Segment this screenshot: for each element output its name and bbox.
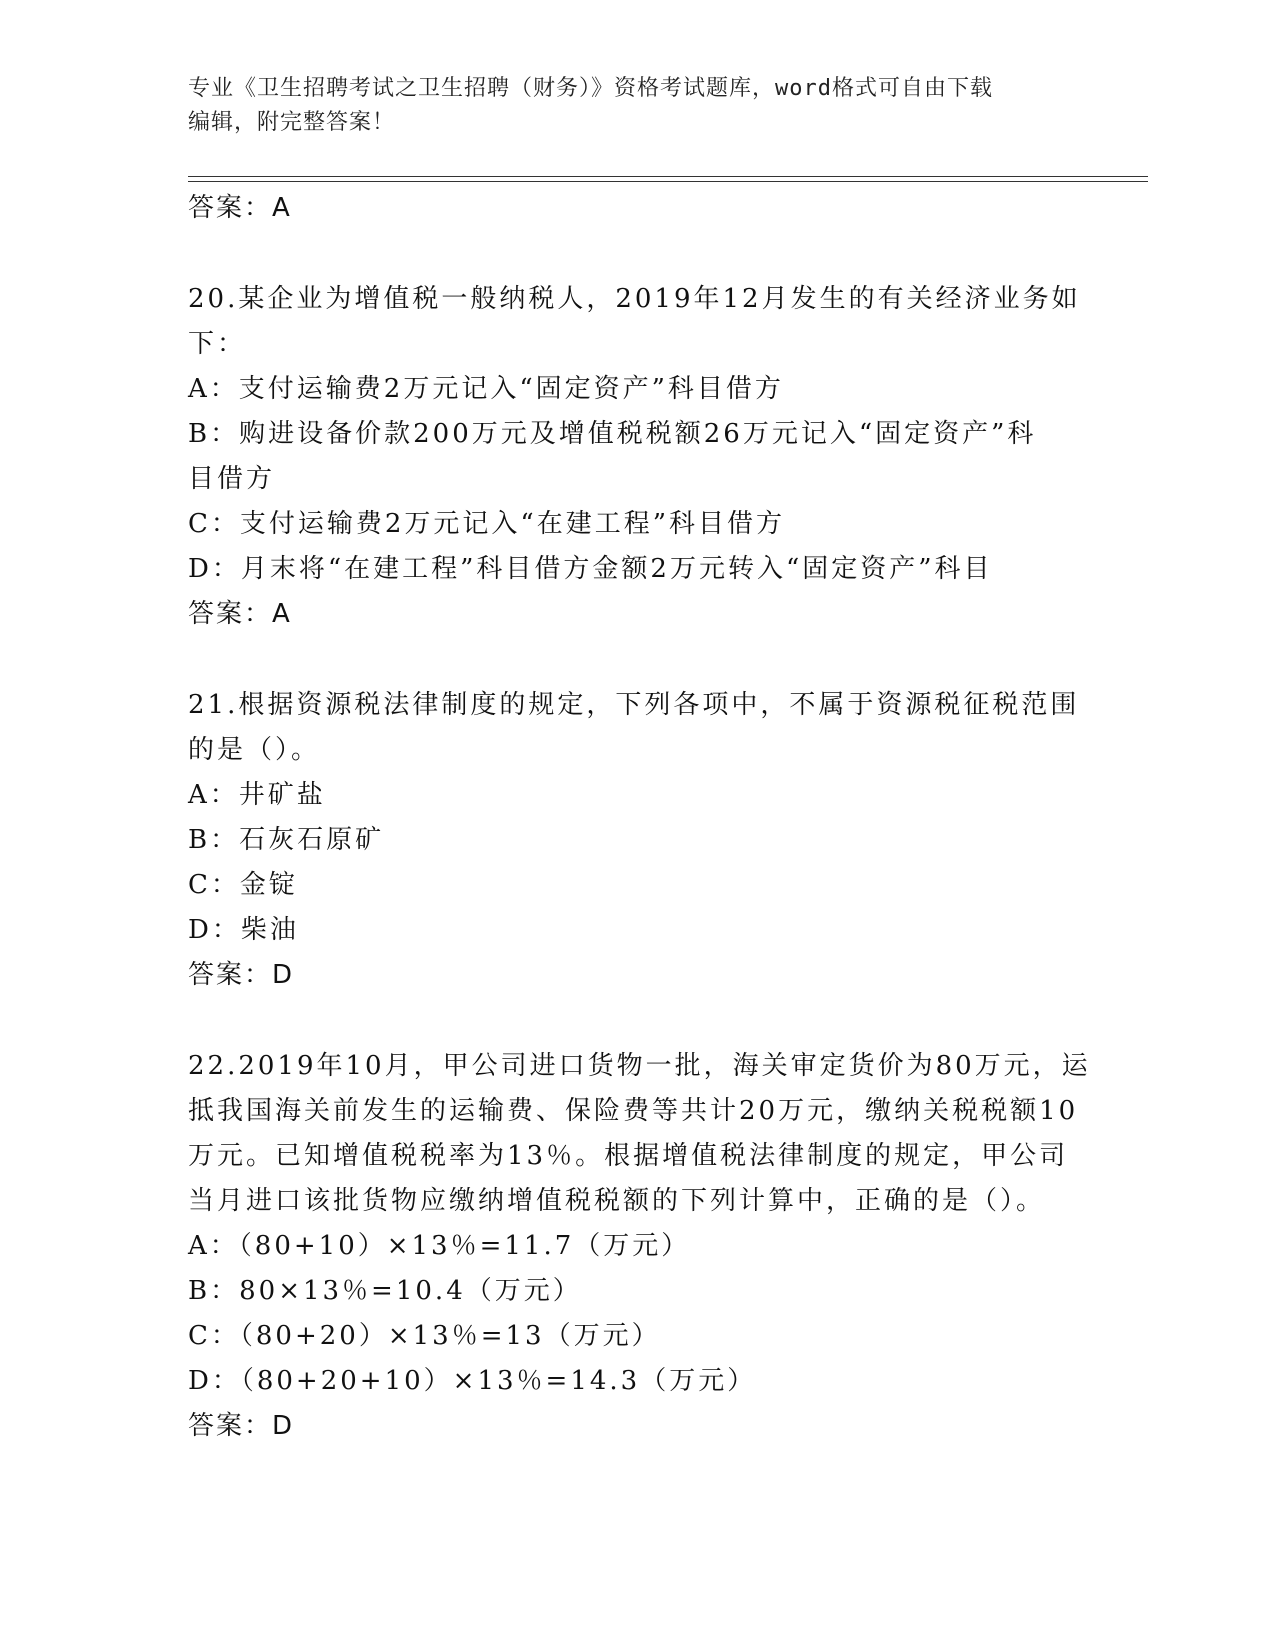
question-stem: 下：: [188, 329, 247, 359]
question-stem: 20.某企业为增值税一般纳税人，2019年12月发生的有关经济业务如: [188, 284, 1081, 314]
document-body: [188, 186, 1091, 1449]
question-22: [188, 1044, 1091, 1449]
question-stem: 万元。已知增值税税率为13％。根据增值税法律制度的规定，甲公司: [188, 1141, 1069, 1171]
option-b-continued: 目借方: [188, 464, 276, 494]
answer-previous: 答案：A: [188, 193, 292, 223]
option-a: A：支付运输费2万元记入“固定资产”科目借方: [188, 374, 784, 404]
question-stem: 21.根据资源税法律制度的规定，下列各项中，不属于资源税征税范围: [188, 690, 1080, 720]
question-20: [188, 277, 1088, 637]
option-d: D：柴油: [188, 915, 299, 945]
option-b: B：购进设备价款200万元及增值税税额26万元记入“固定资产”科: [188, 419, 1037, 449]
option-a: A：（80+10）×13％=11.7（万元）: [188, 1231, 691, 1261]
spacer: [188, 231, 1088, 277]
option-c: C：支付运输费2万元记入“在建工程”科目借方: [188, 509, 786, 539]
spacer: [188, 637, 1088, 683]
option-b: B：石灰石原矿: [188, 825, 385, 855]
option-b: B：80×13％=10.4（万元）: [188, 1276, 582, 1306]
header-line-1: 专业《卫生招聘考试之卫生招聘（财务）》资格考试题库，word格式可自由下载: [188, 76, 993, 101]
answer: 答案：A: [188, 599, 292, 629]
question-stem: 抵我国海关前发生的运输费、保险费等共计20万元，缴纳关税税额10: [188, 1096, 1079, 1126]
header-divider: [188, 176, 1148, 182]
question-stem: 的是（）。: [188, 735, 321, 765]
document-header: [188, 72, 1068, 140]
question-stem: 当月进口该批货物应缴纳增值税税额的下列计算中，正确的是（）。: [188, 1186, 1046, 1216]
option-d: D：（80+20+10）×13％=14.3（万元）: [188, 1366, 757, 1396]
question-stem: 22.2019年10月，甲公司进口货物一批，海关审定货价为80万元，运: [188, 1051, 1091, 1081]
header-line-2: 编辑，附完整答案！: [188, 110, 396, 135]
answer: 答案：D: [188, 960, 295, 990]
question-21: [188, 683, 1088, 998]
option-c: C：（80+20）×13％=13（万元）: [188, 1321, 661, 1351]
spacer: [188, 998, 1088, 1044]
answer: 答案：D: [188, 1411, 295, 1441]
option-c: C：金锭: [188, 870, 298, 900]
option-a: A：井矿盐: [188, 780, 326, 810]
option-d: D：月末将“在建工程”科目借方金额2万元转入“固定资产”科目: [188, 554, 993, 584]
